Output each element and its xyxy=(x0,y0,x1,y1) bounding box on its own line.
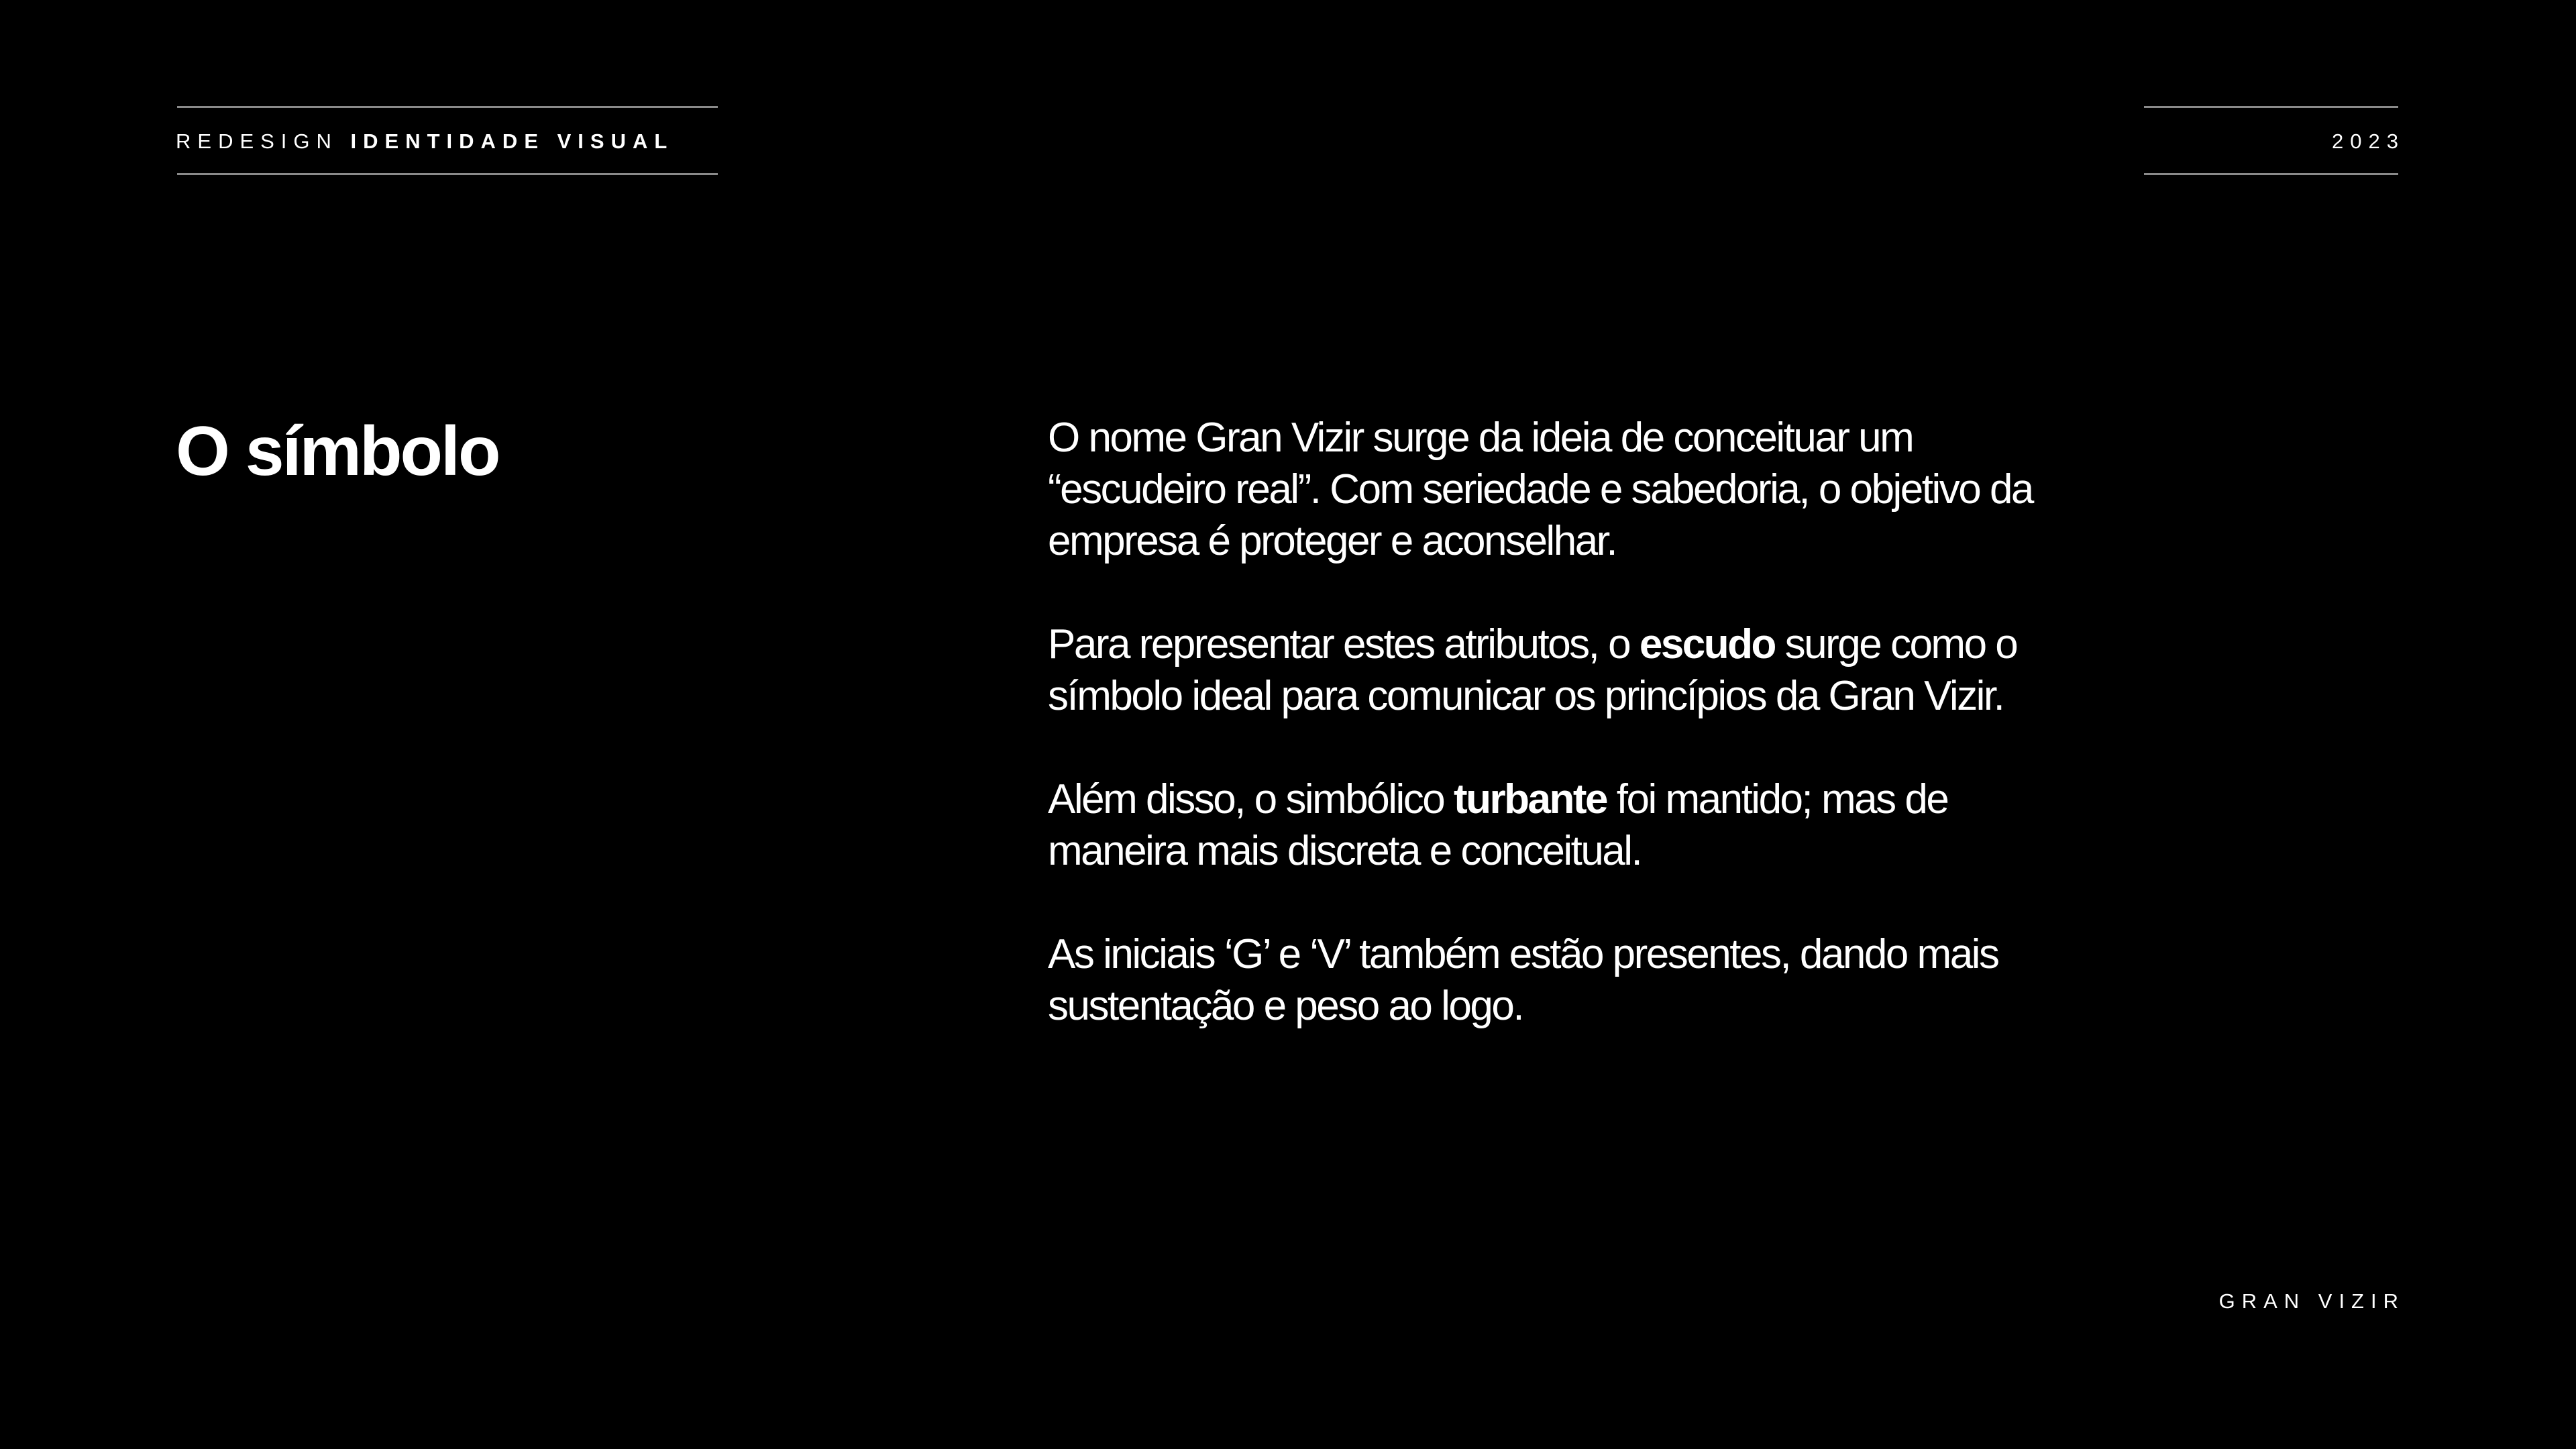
top-left-rule-upper xyxy=(177,106,718,108)
paragraph-shield xyxy=(1048,619,2094,722)
body-copy xyxy=(1048,412,2094,1083)
paragraph-turban xyxy=(1048,773,2094,877)
paragraph-turban-lead: Além disso, o simbólico xyxy=(1048,776,1454,822)
paragraph-initials: As iniciais ‘G’ e ‘V’ também estão presentes, dando mais sustentação e peso ao logo. xyxy=(1048,931,1998,1029)
top-right-rule-upper xyxy=(2144,106,2398,108)
paragraph-turban-keyword: turbante xyxy=(1454,776,1607,822)
top-left-rule-lower xyxy=(177,173,718,175)
paragraph-name-origin: O nome Gran Vizir surge da ideia de conceituar um “escudeiro real”. Com seriedade e sabedoria, o objetivo da empresa é proteger e aconselhar. xyxy=(1048,415,2033,564)
footer-brand-name: GRAN VIZIR xyxy=(2218,1289,2405,1313)
paragraph-shield-keyword: escudo xyxy=(1639,621,1775,667)
header-year: 2023 xyxy=(2332,129,2405,153)
paragraph-shield-tail: surge como o símbolo ideal para comunicar os princípios da Gran Vizir. xyxy=(1048,621,2017,719)
top-right-rule-lower xyxy=(2144,173,2398,175)
header-label-emphasis: IDENTIDADE VISUAL xyxy=(350,129,674,153)
paragraph-shield-lead: Para representar estes atributos, o xyxy=(1048,621,1640,667)
header-project-label xyxy=(176,131,674,152)
paragraph-turban-tail: foi mantido; mas de maneira mais discreta e conceitual. xyxy=(1048,776,1948,874)
header-label-prefix: REDESIGN xyxy=(176,129,338,153)
section-title: O símbolo xyxy=(176,413,499,490)
